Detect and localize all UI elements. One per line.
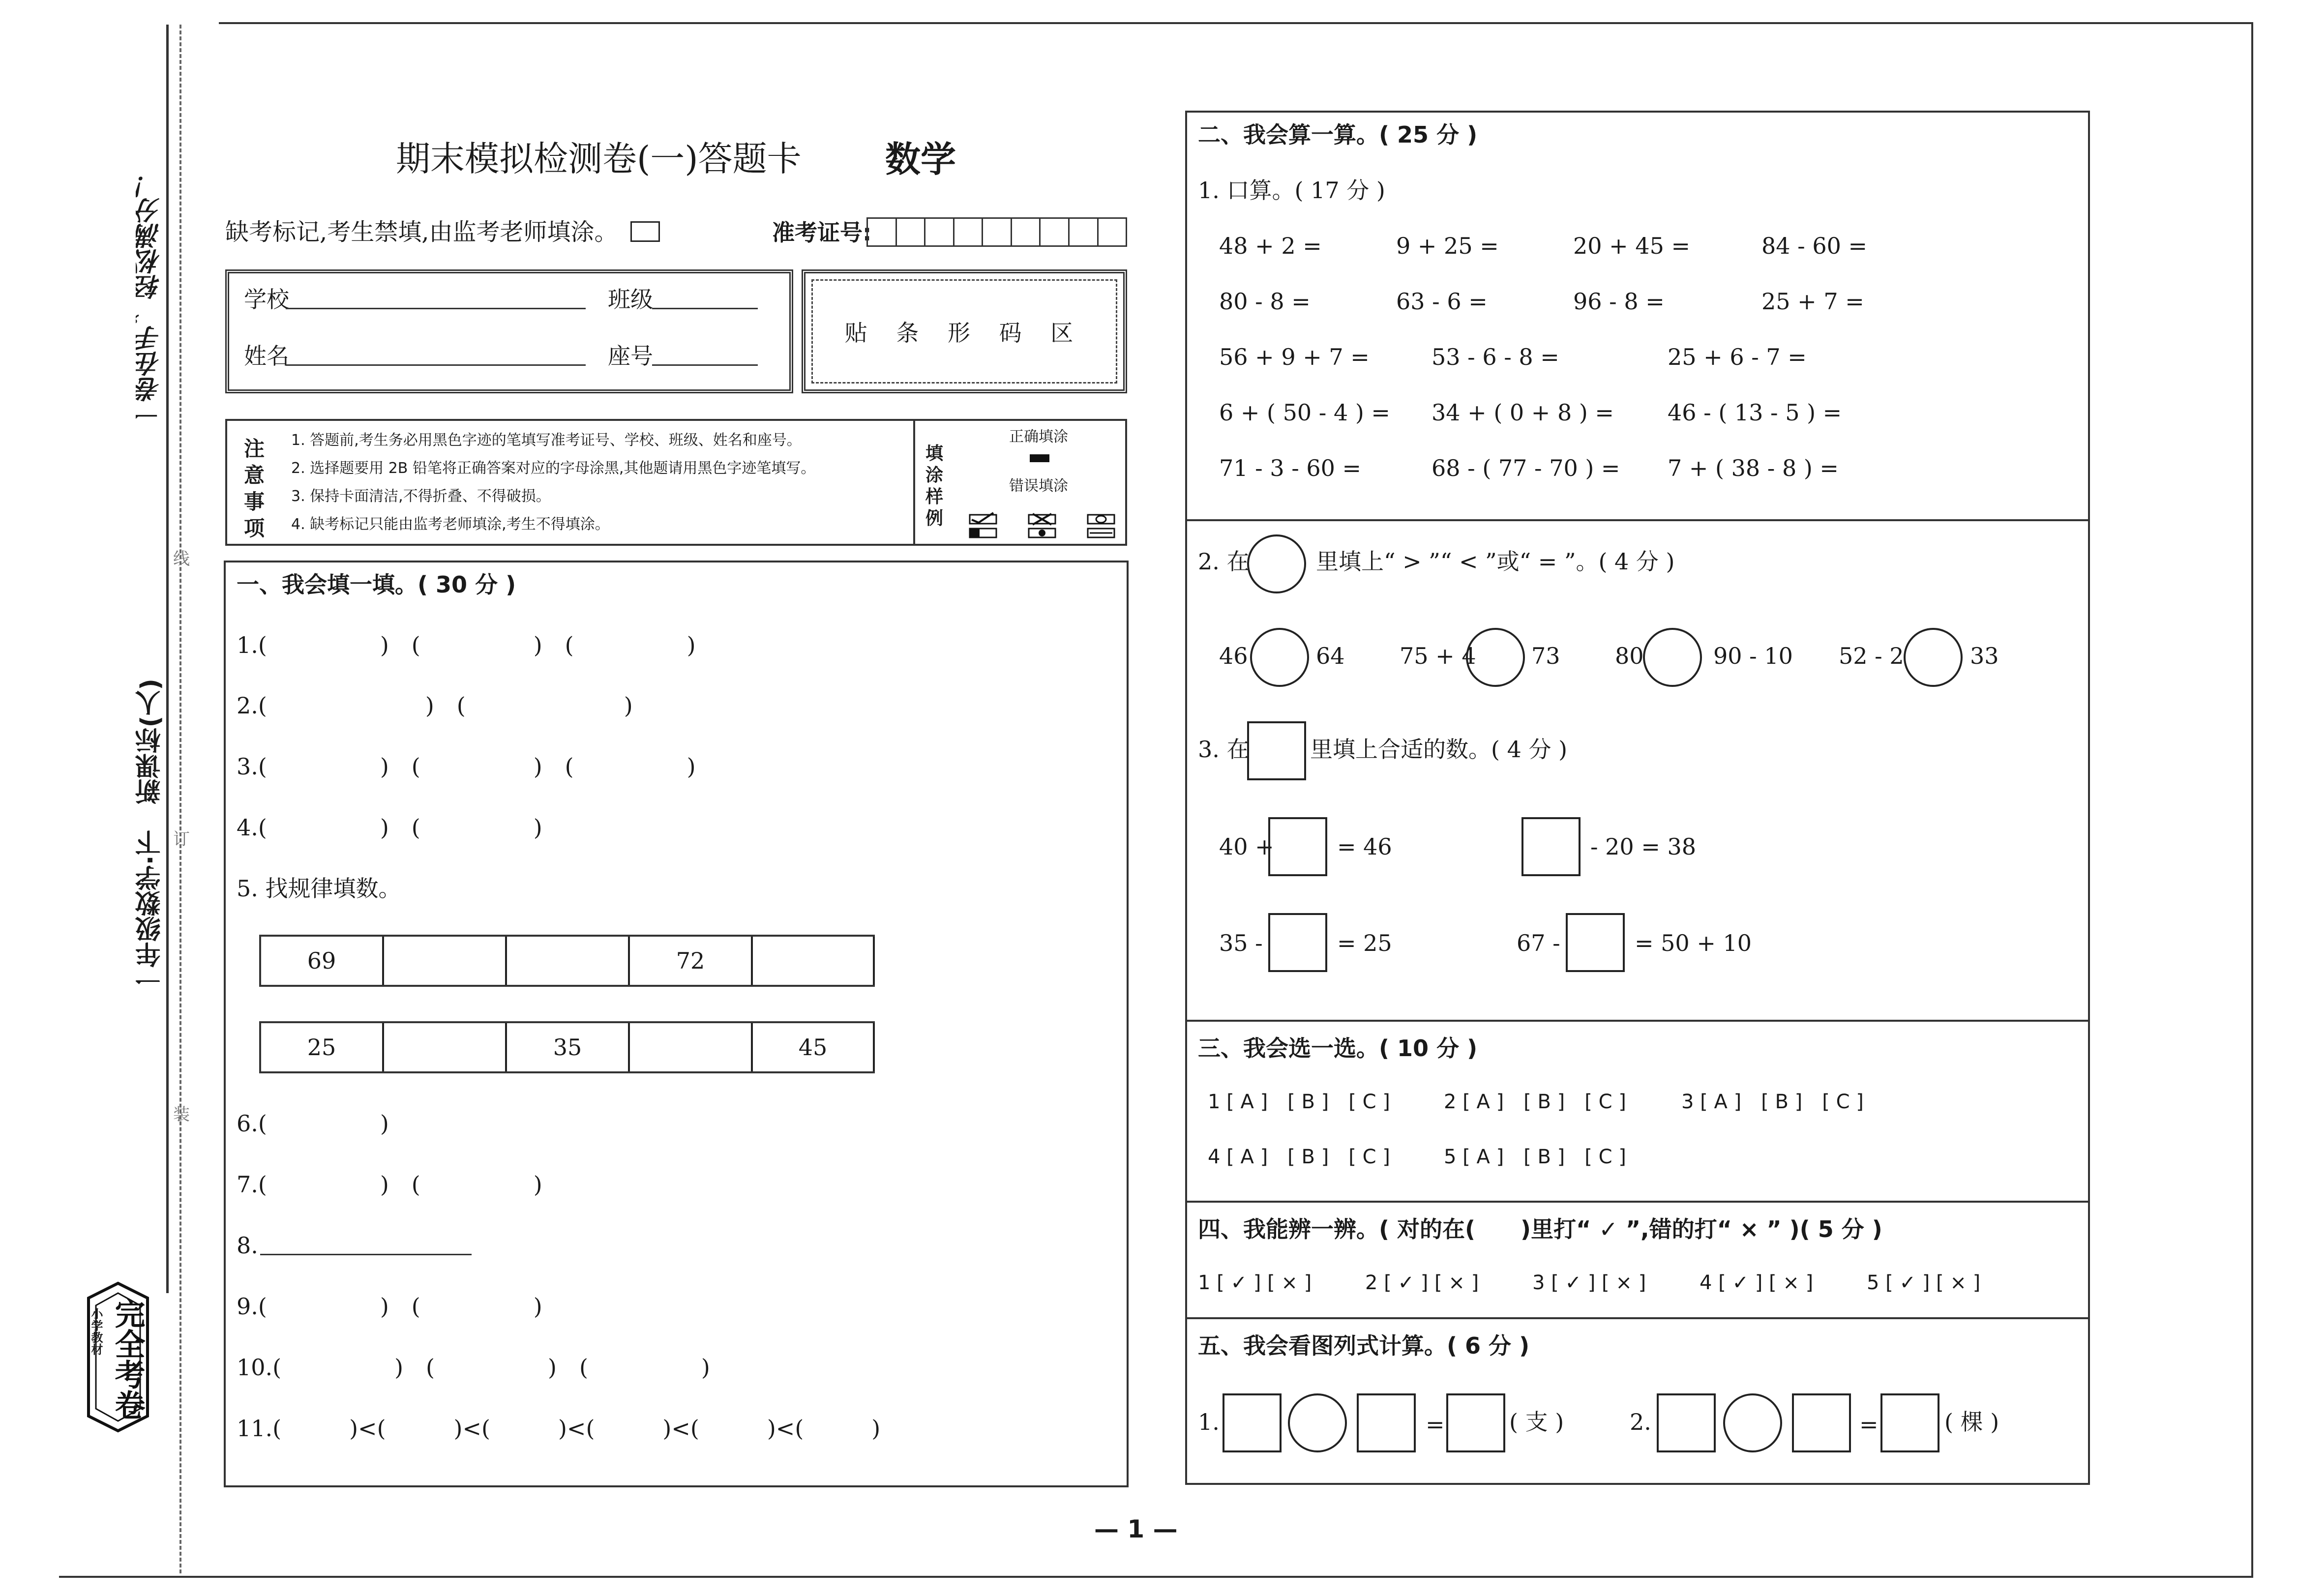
equation-box[interactable] [1880,1393,1939,1452]
pattern-cell[interactable]: 72 [630,937,753,985]
s1-q4[interactable]: 4.( ) ( ) [237,814,542,841]
choice-row[interactable]: 2 [ A ] [ B ] [ C ] [1444,1091,1626,1113]
s1-q1[interactable]: 1.( ) ( ) ( ) [237,632,696,658]
operator-circle[interactable] [1723,1393,1782,1452]
oral-item[interactable]: 46 - ( 13 - 5 ) = [1668,399,1842,426]
notice-box [225,419,1127,546]
operator-circle[interactable] [1288,1393,1347,1452]
choice-row[interactable]: 4 [ A ] [ B ] [ C ] [1208,1146,1390,1168]
top-border [219,22,2252,24]
section-1-title: 一、我会填一填。( 30 分 ) [237,571,516,598]
equals-sign: = [1859,1411,1879,1438]
pattern-cell[interactable]: 69 [261,937,384,985]
oral-item[interactable]: 20 + 45 = [1573,233,1691,259]
judge-item[interactable]: 4 [ ✓ ] [ × ] [1700,1271,1814,1294]
bottom-border [59,1576,2252,1578]
equals-sign: = [1426,1411,1445,1438]
seat-field[interactable] [652,364,758,366]
judge-item[interactable]: 3 [ ✓ ] [ × ] [1532,1271,1646,1294]
school-label: 学校 [244,286,289,313]
compare-circle[interactable] [1643,628,1702,687]
section-4-title: 四、我能辨一辨。( 对的在( )里打“ ✓ ”,错的打“ × ” )( 5 分 ) [1198,1216,1882,1242]
cmp-right: 33 [1970,643,1999,669]
s2-sub1: 1. 口算。( 17 分 ) [1198,177,1385,204]
section-1-box [224,561,1129,1487]
pattern-cell[interactable] [384,1023,507,1071]
equation-box[interactable] [1792,1393,1851,1452]
page-title: 期末模拟检测卷(一)答题卡 [396,139,802,179]
s2-sub3-pre: 3. 在 [1198,736,1250,763]
s5-q1-unit: ( 支 ) [1509,1409,1564,1435]
compare-circle[interactable] [1250,628,1309,687]
fill-right: = 25 [1337,930,1392,956]
name-label: 姓名 [244,343,289,369]
notice-item-4: 4. 缺考标记只能由监考老师填涂,考生不得填涂。 [291,516,610,533]
s1-q6[interactable]: 6.( ) [237,1110,389,1137]
page-number: — 1 — [1094,1515,1178,1543]
class-label: 班级 [608,286,653,313]
oral-item[interactable]: 53 - 6 - 8 = [1432,344,1559,370]
oral-item[interactable]: 25 + 7 = [1761,288,1864,315]
wrong-fill-samples-icon [965,512,1122,541]
fill-right: = 46 [1337,833,1392,860]
absence-note: 缺考标记,考生禁填,由监考老师填涂。 [225,218,618,246]
sample-square [1247,721,1306,780]
name-field[interactable] [286,364,586,366]
fill-left: 40 + [1219,833,1274,860]
oral-item[interactable]: 9 + 25 = [1396,233,1499,259]
right-answer-box [1185,111,2090,1485]
seal-char-1: 线 [173,549,190,569]
choice-row[interactable]: 3 [ A ] [ B ] [ C ] [1681,1091,1864,1113]
s5-q2-unit: ( 棵 ) [1944,1409,1999,1435]
compare-circle[interactable] [1904,628,1963,687]
notice-item-2: 2. 选择题要用 2B 铅笔将正确答案对应的字母涂黑,其他题请用黑色字迹笔填写。 [291,460,816,477]
logo-text: 完全考卷 [110,1298,146,1420]
oral-item[interactable]: 96 - 8 = [1573,288,1665,315]
pattern-cell[interactable]: 45 [753,1023,875,1071]
judge-item[interactable]: 5 [ ✓ ] [ × ] [1867,1271,1981,1294]
s2-sub2-post: 里填上“ > ”“ < ”或“ = ”。( 4 分 ) [1316,548,1675,575]
section-2-title: 二、我会算一算。( 25 分 ) [1198,121,1478,148]
oral-item[interactable]: 7 + ( 38 - 8 ) = [1668,455,1839,481]
cmp-left: 75 + 4 [1400,643,1476,669]
equation-box[interactable] [1223,1393,1282,1452]
seat-label: 座号 [608,343,653,369]
section-3-title: 三、我会选一选。( 10 分 ) [1198,1035,1478,1062]
notice-item-1: 1. 答题前,考生务必用黑色字迹的笔填写准考证号、学校、班级、姓名和座号。 [291,432,802,449]
divider [1187,1020,2088,1022]
exam-id-label: 准考证号: [772,219,872,246]
barcode-area [802,269,1127,393]
s1-q3[interactable]: 3.( ) ( ) ( ) [237,753,696,780]
pattern-row-2 [259,1021,875,1073]
sample-title: 填涂样例 [925,443,943,529]
seal-char-2: 订 [173,829,190,849]
fill-left: 67 - [1517,930,1560,956]
oral-item[interactable]: 68 - ( 77 - 70 ) = [1432,455,1620,481]
class-field[interactable] [652,308,758,309]
sample-circle [1247,534,1306,593]
pattern-cell[interactable] [384,937,507,985]
s1-q7[interactable]: 7.( ) ( ) [237,1171,542,1198]
equation-box[interactable] [1446,1393,1505,1452]
judge-item[interactable]: 1 [ ✓ ] [ × ] [1198,1271,1312,1294]
s1-q10[interactable]: 10.( ) ( ) ( ) [237,1354,710,1381]
motto: 一卷在手，轻松满分！ [136,172,165,428]
divider [1187,1317,2088,1319]
subject-title: 数学 [885,139,956,180]
school-field[interactable] [286,308,586,309]
wrong-fill-icons [965,512,1122,543]
divider [1187,519,2088,521]
cmp-left: 52 - 2 [1839,643,1904,669]
correct-label: 正确填涂 [1009,428,1068,445]
s1-q5: 5. 找规律填数。 [237,875,401,902]
equation-box[interactable] [1657,1393,1716,1452]
cut-dashed-line [179,25,181,1573]
oral-item[interactable]: 63 - 6 = [1396,288,1488,315]
fill-left: 35 - [1219,930,1263,956]
compare-circle[interactable] [1466,628,1525,687]
absence-checkbox[interactable] [630,221,660,242]
pattern-cell[interactable]: 25 [261,1023,384,1071]
right-border [2251,22,2253,1578]
s1-q8: 8. [237,1232,258,1259]
s1-q11[interactable]: 11.( )<( )<( )<( )<( )<( ) [237,1415,881,1442]
pattern-cell[interactable] [753,937,875,985]
s1-q2[interactable]: 2.( ) ( ) [237,692,633,719]
s2-sub2-pre: 2. 在 [1198,548,1250,575]
s1-q8-answer-line[interactable] [260,1254,472,1255]
cmp-right: 64 [1316,643,1345,669]
fill-box[interactable] [1268,913,1327,972]
cmp-right: 90 - 10 [1713,643,1793,669]
divider [1187,1201,2088,1203]
subject-line: 一年级数学·下 新课标(人) [136,679,165,993]
oral-item[interactable]: 48 + 2 = [1219,233,1322,259]
cmp-left: 80 [1615,643,1644,669]
section-5-title: 五、我会看图列式计算。( 6 分 ) [1198,1332,1530,1359]
fill-box[interactable] [1521,817,1581,876]
s1-q9[interactable]: 9.( ) ( ) [237,1293,542,1320]
publisher-logo [79,1278,157,1436]
logo-sub: 小学教材 [89,1308,103,1355]
choice-row[interactable]: 5 [ A ] [ B ] [ C ] [1444,1146,1626,1168]
oral-item[interactable]: 6 + ( 50 - 4 ) = [1219,399,1390,426]
s5-q1-label: 1. [1198,1409,1220,1435]
fill-box[interactable] [1566,913,1625,972]
fill-right: - 20 = 38 [1590,833,1697,860]
pattern-cell[interactable] [507,937,630,985]
seal-char-3: 装 [173,1105,190,1124]
judge-item[interactable]: 2 [ ✓ ] [ × ] [1365,1271,1479,1294]
oral-item[interactable]: 34 + ( 0 + 8 ) = [1432,399,1614,426]
oral-item[interactable]: 80 - 8 = [1219,288,1311,315]
s2-sub3-post: 里填上合适的数。( 4 分 ) [1310,736,1568,763]
wrong-label: 错误填涂 [1009,477,1068,495]
pattern-row-1 [259,935,875,987]
fill-right: = 50 + 10 [1635,930,1752,956]
choice-row[interactable]: 1 [ A ] [ B ] [ C ] [1208,1091,1390,1113]
fill-box[interactable] [1268,817,1327,876]
oral-item[interactable]: 84 - 60 = [1761,233,1868,259]
equation-box[interactable] [1357,1393,1416,1452]
cmp-left: 46 [1219,643,1248,669]
s5-q2-label: 2. [1630,1409,1651,1435]
student-info-box [225,269,793,393]
oral-item[interactable]: 25 + 6 - 7 = [1668,344,1807,370]
notice-title: 注意事项 [243,437,265,540]
pattern-cell[interactable]: 35 [507,1023,630,1071]
correct-fill-icon [1030,454,1049,462]
cmp-right: 73 [1531,643,1560,669]
oral-item[interactable]: 56 + 9 + 7 = [1219,344,1370,370]
exam-id-boxes[interactable] [866,217,1127,247]
barcode-label: 贴 条 形 码 区 [844,320,1084,346]
pattern-cell[interactable] [630,1023,753,1071]
oral-item[interactable]: 71 - 3 - 60 = [1219,455,1362,481]
notice-item-3: 3. 保持卡面清洁,不得折叠、不得破损。 [291,488,551,505]
